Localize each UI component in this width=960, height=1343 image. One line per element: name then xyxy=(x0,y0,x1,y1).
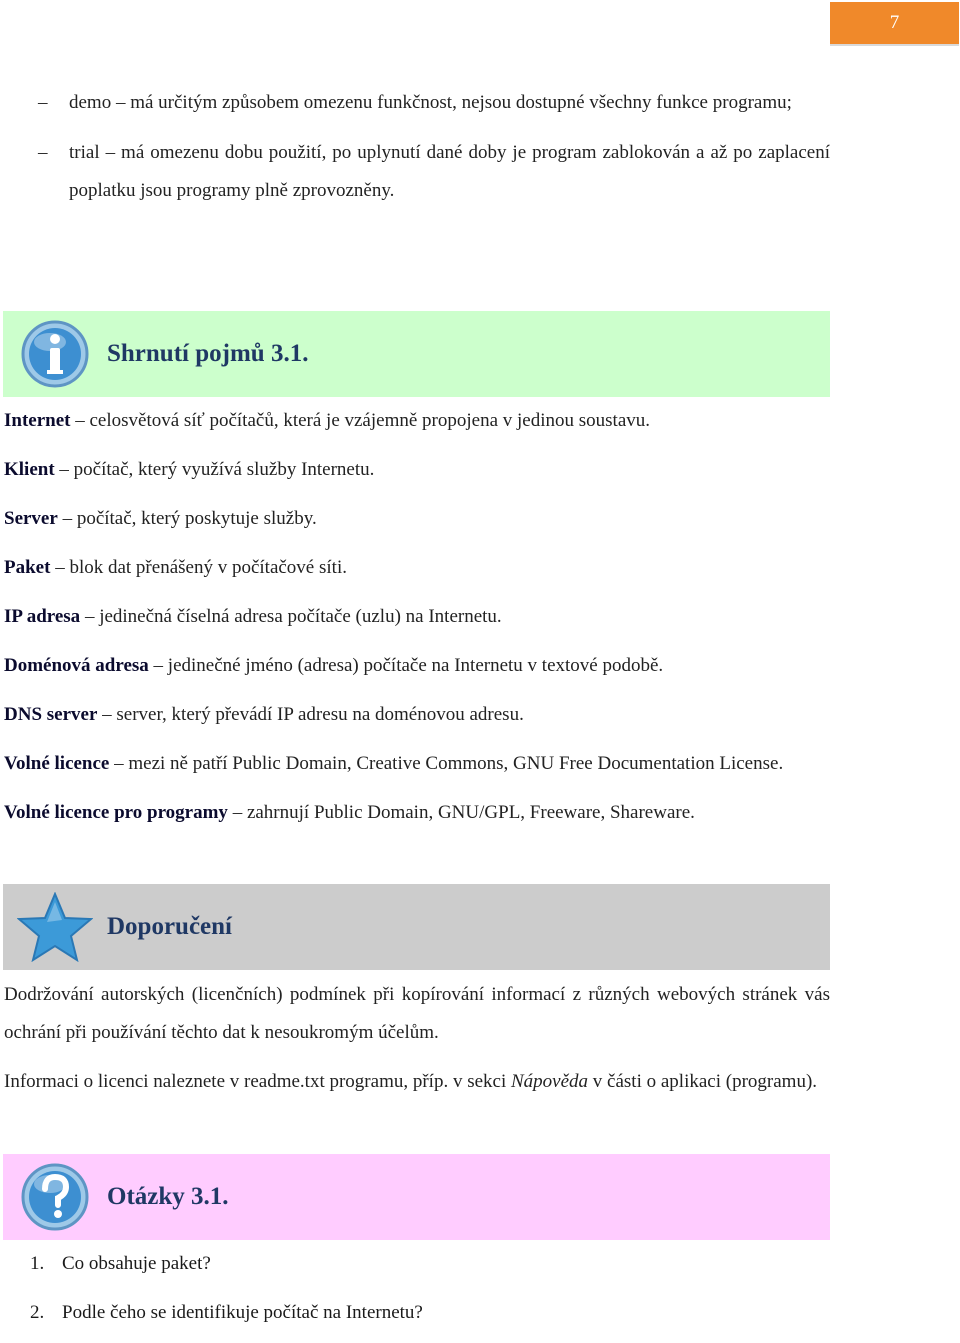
summary-title: Shrnutí pojmů 3.1. xyxy=(107,340,309,367)
term-definition: – počítač, který poskytuje služby. xyxy=(57,508,317,529)
term-item xyxy=(4,451,830,489)
question-item xyxy=(30,1245,830,1283)
list-item xyxy=(38,84,830,122)
questions-list xyxy=(30,1245,830,1343)
recommendation-title: Doporučení xyxy=(107,913,232,940)
term-definition: – blok dat přenášený v počítačové síti. xyxy=(50,557,347,578)
term-item xyxy=(4,745,830,783)
para-emphasis: Nápověda xyxy=(511,1071,589,1092)
recommendation-paragraph: Dodržování autorských (licenčních) podmínek při kopírování informací z různých webových stránek vás ochrání při používání těchto dat k nesoukromým účelům. xyxy=(4,984,830,1043)
term-item xyxy=(4,696,830,734)
questions-title: Otázky 3.1. xyxy=(107,1183,229,1210)
term-definition: – zahrnují Public Domain, GNU/GPL, Freeware, Shareware. xyxy=(227,802,695,823)
list-item xyxy=(38,134,830,210)
question-number: 1. xyxy=(30,1253,45,1274)
question-item xyxy=(30,1294,830,1332)
term-name: Doménová adresa xyxy=(4,655,149,676)
terms-list xyxy=(4,402,830,843)
term-name: IP adresa xyxy=(4,606,81,627)
recommendation-banner xyxy=(3,884,830,970)
summary-banner xyxy=(3,311,830,397)
bullet-list xyxy=(38,84,830,222)
star-icon xyxy=(17,892,93,962)
term-item xyxy=(4,500,830,538)
term-item xyxy=(4,549,830,587)
term-name: Server xyxy=(4,508,58,529)
term-definition: – mezi ně patří Public Domain, Creative Commons, GNU Free Documentation License. xyxy=(109,753,784,774)
question-icon xyxy=(20,1162,90,1232)
term-item xyxy=(4,794,830,832)
question-text: Co obsahuje paket? xyxy=(62,1253,211,1274)
term-name: Volné licence pro programy xyxy=(4,802,228,823)
question-number: 2. xyxy=(30,1302,45,1323)
term-item xyxy=(4,402,830,440)
term-definition: – jedinečné jméno (adresa) počítače na Internetu v textové podobě. xyxy=(148,655,664,676)
bullet-dash: – xyxy=(38,92,48,113)
term-item xyxy=(4,598,830,636)
term-name: Volné licence xyxy=(4,753,110,774)
page-number: 7 xyxy=(830,2,959,44)
bullet-text: trial – má omezenu dobu použití, po uplynutí dané doby je program zablokován a až po zaplacení poplatku jsou programy plně zprovozněny. xyxy=(69,142,830,201)
recommendation-paragraph xyxy=(4,1063,830,1101)
term-name: Klient xyxy=(4,459,55,480)
term-definition: – celosvětová síť počítačů, která je vzájemně propojena v jedinou soustavu. xyxy=(70,410,651,431)
term-definition: – počítač, který využívá služby Internetu. xyxy=(54,459,375,480)
question-text: Podle čeho se identifikuje počítač na Internetu? xyxy=(62,1302,423,1323)
term-name: Internet xyxy=(4,410,71,431)
para-text: v části o aplikaci (programu). xyxy=(588,1071,818,1092)
recommendation-body xyxy=(4,976,830,1112)
questions-banner xyxy=(3,1154,830,1240)
info-icon xyxy=(20,319,90,389)
term-item xyxy=(4,647,830,685)
bullet-dash: – xyxy=(38,142,48,163)
term-name: Paket xyxy=(4,557,51,578)
term-name: DNS server xyxy=(4,704,98,725)
para-text: Informaci o licenci naleznete v readme.txt programu, příp. v sekci xyxy=(4,1071,511,1092)
term-definition: – jedinečná číselná adresa počítače (uzlu) na Internetu. xyxy=(80,606,502,627)
bullet-text: demo – má určitým způsobem omezenu funkčnost, nejsou dostupné všechny funkce programu; xyxy=(69,92,792,113)
term-definition: – server, který převádí IP adresu na doménovou adresu. xyxy=(97,704,524,725)
